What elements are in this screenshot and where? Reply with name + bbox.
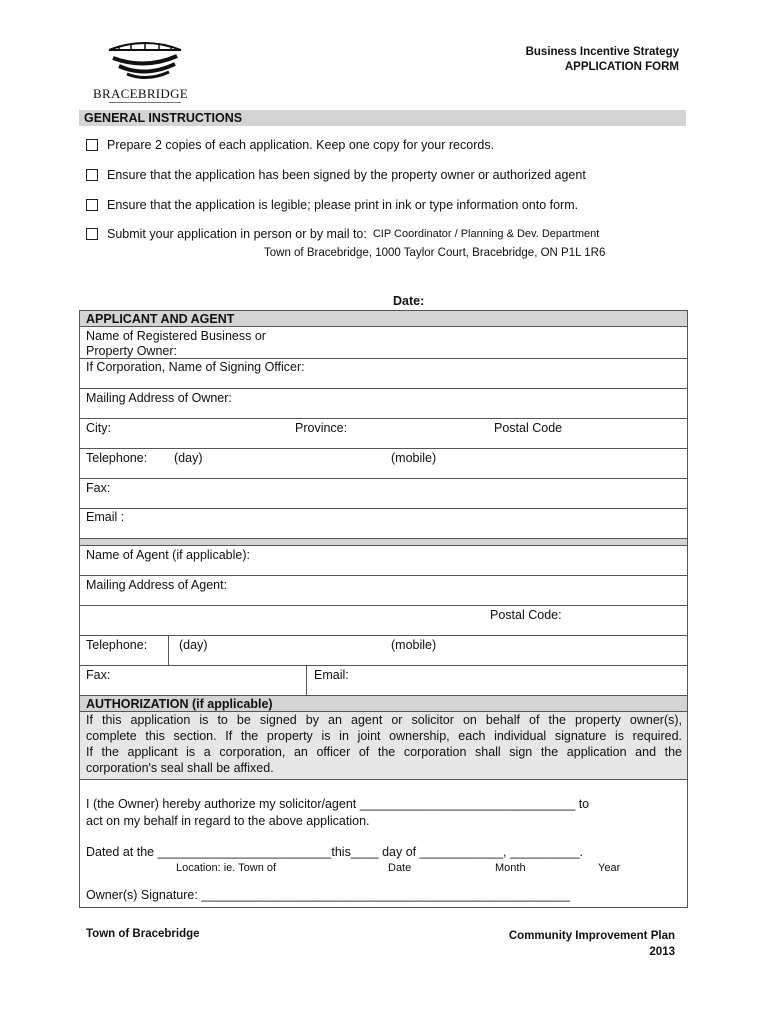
authorization-text-line1: If this application is to be signed by an agent or solicitor on behalf of the property owner(s),: [86, 713, 682, 727]
footer-right-line2: 2013: [649, 946, 675, 958]
location-caption: Location: ie. Town of: [176, 862, 277, 874]
instruction-text: Prepare 2 copies of each application. Keep one copy for your records.: [107, 138, 495, 152]
checkbox-icon[interactable]: [86, 228, 98, 240]
authorization-text-line3: If the applicant is a corporation, an officer of the corporation shall sign the application and the: [86, 745, 682, 759]
authorize-statement-line1[interactable]: I (the Owner) hereby authorize my solicitor/agent _______________________________ to: [86, 797, 590, 811]
instruction-item: [86, 198, 578, 212]
email-label: Email :: [86, 510, 125, 524]
business-name-label-1: Name of Registered Business or: [86, 329, 266, 343]
instruction-text: Ensure that the application has been signed by the property owner or authorized agent: [107, 168, 586, 182]
instruction-text: Ensure that the application is legible; please print in ink or type information onto form.: [107, 198, 579, 212]
agent-fax-label: Fax:: [86, 668, 111, 682]
logo-wordmark: BRACEBRIDGE: [93, 86, 189, 101]
instruction-text: Submit your application in person or by mail to:: [107, 227, 367, 241]
postal-code-label: Postal Code: [494, 421, 563, 435]
agent-fax-email-row[interactable]: [80, 666, 687, 696]
month-caption: Month: [495, 862, 526, 874]
owner-fax-row[interactable]: [80, 479, 687, 509]
city-row[interactable]: [80, 419, 687, 449]
agent-telephone-day-label: (day): [179, 638, 208, 652]
applicant-heading: APPLICANT AND AGENT: [86, 312, 235, 326]
owner-signature-line[interactable]: Owner(s) Signature: _____________________________________________________: [86, 888, 570, 902]
instruction-item: [86, 138, 494, 152]
logo: [93, 40, 193, 108]
bridge-logo-icon: [105, 40, 185, 84]
authorization-heading-row: [80, 696, 687, 712]
authorization-body: [80, 780, 687, 907]
document-header: [526, 45, 679, 75]
business-name-row[interactable]: [80, 327, 687, 359]
general-instructions-label: GENERAL INSTRUCTIONS: [84, 111, 243, 125]
mail-to-line2: Town of Bracebridge, 1000 Taylor Court, Bracebridge, ON P1L 1R6: [264, 247, 606, 259]
header-title-line1: Business Incentive Strategy: [525, 46, 679, 58]
cell-divider: [306, 666, 307, 695]
fax-label: Fax:: [86, 481, 111, 495]
date-caption: Date: [388, 862, 412, 874]
authorization-text-line2: complete this section. If the property is in joint ownership, each individual signature is required.: [86, 729, 682, 743]
checkbox-icon[interactable]: [86, 169, 98, 181]
agent-mailing-address-label: Mailing Address of Agent:: [86, 578, 228, 592]
owner-mailing-address-row[interactable]: [80, 389, 687, 419]
cell-divider: [168, 636, 169, 665]
year-caption: Year: [598, 862, 621, 874]
authorize-statement-line2: act on my behalf in regard to the above application.: [86, 814, 370, 828]
agent-email-label: Email:: [314, 668, 349, 682]
agent-name-label: Name of Agent (if applicable):: [86, 548, 250, 562]
agent-mailing-address-row[interactable]: [80, 576, 687, 606]
telephone-label: Telephone:: [86, 451, 148, 465]
footer-right: [509, 928, 675, 960]
section-separator: [80, 539, 687, 546]
agent-telephone-row[interactable]: [80, 636, 687, 666]
owner-email-row[interactable]: [80, 509, 687, 539]
agent-name-row[interactable]: [80, 546, 687, 576]
application-form-table: [79, 310, 688, 908]
province-label: Province:: [295, 421, 348, 435]
signing-officer-label: If Corporation, Name of Signing Officer:: [86, 360, 305, 374]
instruction-item: [86, 168, 586, 182]
owner-telephone-row[interactable]: [80, 449, 687, 479]
business-name-label-2: Property Owner:: [86, 344, 178, 358]
agent-telephone-mobile-label: (mobile): [391, 638, 437, 652]
agent-postal-code-row[interactable]: [80, 606, 687, 636]
telephone-day-label: (day): [174, 451, 203, 465]
owner-mailing-address-label: Mailing Address of Owner:: [86, 391, 232, 405]
authorization-heading: AUTHORIZATION (if applicable): [86, 697, 273, 711]
agent-postal-code-label: Postal Code:: [490, 608, 562, 622]
mail-to-line1: CIP Coordinator / Planning & Dev. Department: [372, 228, 600, 240]
agent-telephone-label: Telephone:: [86, 638, 148, 652]
applicant-heading-row: [80, 311, 687, 327]
logo-tagline-mark: [109, 102, 181, 103]
city-label: City:: [86, 421, 111, 435]
authorization-instructions: [80, 712, 687, 780]
telephone-mobile-label: (mobile): [391, 451, 437, 465]
footer-right-line1: Community Improvement Plan: [508, 930, 675, 942]
general-instructions-heading: [79, 110, 686, 126]
footer-left: Town of Bracebridge: [86, 928, 200, 940]
instruction-item: [86, 227, 599, 241]
date-label: Date:: [393, 294, 425, 308]
checkbox-icon[interactable]: [86, 199, 98, 211]
checkbox-icon[interactable]: [86, 139, 98, 151]
header-title-line2: APPLICATION FORM: [564, 61, 679, 73]
authorization-text-line4: corporation's seal shall be affixed.: [86, 761, 274, 775]
dated-at-line[interactable]: Dated at the _________________________this____ day of ____________, __________.: [86, 845, 583, 859]
signing-officer-row[interactable]: [80, 359, 687, 389]
